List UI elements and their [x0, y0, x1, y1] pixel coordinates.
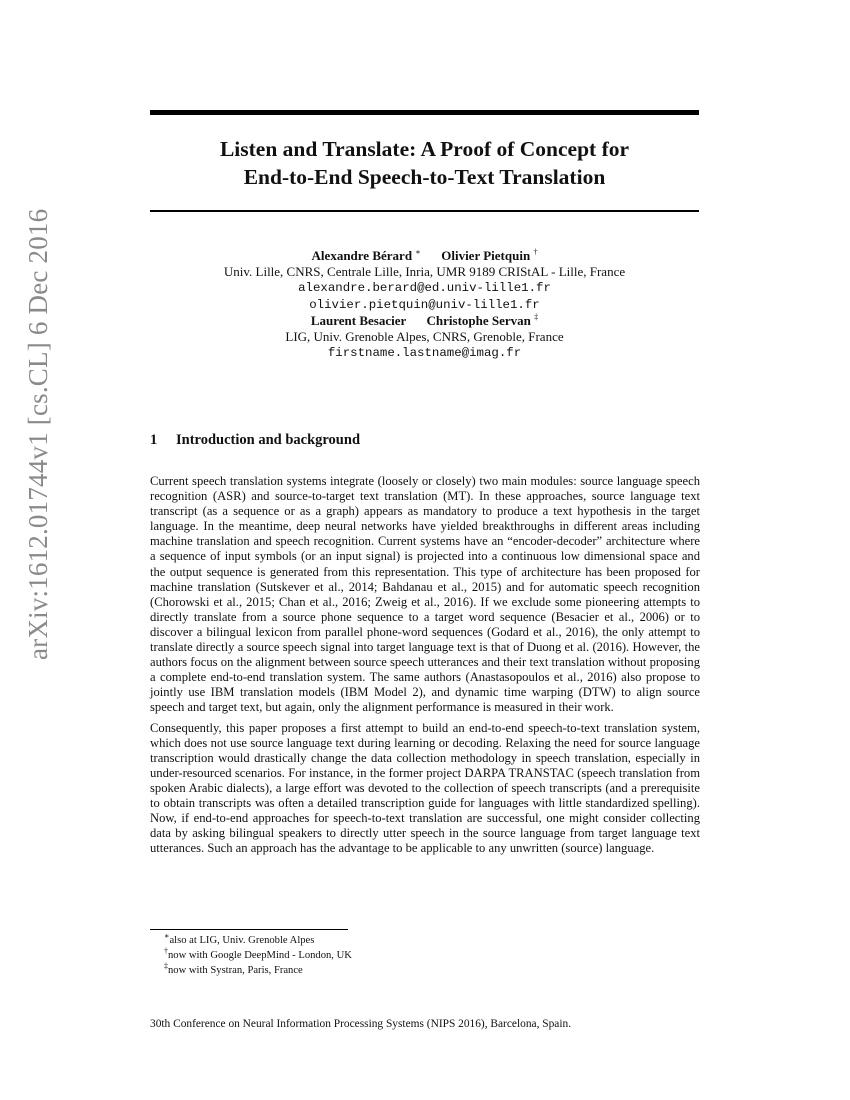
paragraph: Current speech translation systems integrate (loosely or closely) two main modules: source language speech recognition (ASR) and source-to-target text translation (MT). In these approaches, source language text transcript (as a sequence or as a graph) appears as mandatory to produce a text hypothesis in the target language. In the meantime, deep neural networks have yielded breakthroughs in different areas including machine translation and speech recognition. Current systems have an “encoder-decoder” architecture where a sequence of input symbols (or an input signal) is projected into a continuous low dimensional space and the output sequence is generated from this representation. This type of architecture has been proposed for machine translation (Sutskever et al., 2014; Bahdanau et al., 2015) and for automatic speech recognition (Chorowski et al., 2015; Chan et al., 2016; Zweig et al., 2016). If we exclude some pioneering attempts to directly translate from a source phone sequence to a target word sequence (Besacier et al., 2006) or to discover a bilingual lexicon from parallel phone-word sequences (Godard et al., 2016), the only attempt to translate directly a source speech signal into target language text is that of Duong et al. (2016). However, the authors focus on the alignment between source speech utterances and their text translation without proposing a complete end-to-end translation system. The same authors (Anastasopoulos et al., 2016) also propose to jointly use IBM translation models (IBM Model 2), and dynamic time warping (DTW) to align source speech and target text, but again, only the alignment performance is measured in their work.	[150, 474, 700, 715]
footnote	[164, 948, 352, 963]
footnote-mark: †	[164, 946, 168, 956]
footnote	[164, 933, 352, 948]
footnote-mark: ‡	[164, 961, 168, 971]
footnote-mark: ∗	[415, 247, 421, 257]
author-name: Christophe Servan	[426, 312, 531, 328]
title-top-rule	[150, 110, 699, 115]
email-1[interactable]: alexandre.berard@ed.univ-lille1.fr	[298, 281, 551, 296]
author-names-1	[150, 248, 699, 264]
title-line-2: End-to-End Speech-to-Text Translation	[243, 165, 606, 189]
affiliation-2: LIG, Univ. Grenoble Alpes, CNRS, Grenoble, France	[285, 329, 564, 345]
footnote-text: also at LIG, Univ. Grenoble Alpes	[169, 935, 315, 946]
footnote	[164, 963, 352, 978]
paragraph: Consequently, this paper proposes a first attempt to build an end-to-end speech-to-text translation system, which does not use source language text during learning or decoding. Relaxing the need for source language transcription would drastically change the data collection methodology in speech translation, especially in under-resourced scenarios. For instance, in the former project DARPA TRANSTAC (speech translation from spoken Arabic dialects), a large effort was devoted to the collection of speech transcripts (and a prerequisite to obtain transcripts was often a detailed transcription guide for languages with little standardized spelling). Now, if end-to-end approaches for speech-to-text translation are successful, one might consider collecting data by asking bilingual speakers to directly utter speech in the source language from target language text utterances. Such an approach has the advantage to be applicable to any unwritten (source) language.	[150, 720, 700, 856]
footnote-mark: ‡	[534, 312, 539, 322]
email-3[interactable]: firstname.lastname@imag.fr	[327, 346, 522, 361]
paper-title	[150, 135, 699, 191]
venue-line: 30th Conference on Neural Information Processing Systems (NIPS 2016), Barcelona, Spain.	[150, 1018, 572, 1030]
footnote-mark: ∗	[164, 931, 170, 941]
author-name: Olivier Pietquin	[441, 248, 531, 263]
footnote-text: now with Google DeepMind - London, UK	[168, 950, 352, 962]
author-block	[150, 248, 699, 361]
affiliation-1: Univ. Lille, CNRS, Centrale Lille, Inria, UMR 9189 CRIStAL - Lille, France	[223, 264, 626, 280]
footnote-text: now with Systran, Paris, France	[168, 965, 303, 977]
author-names-2	[150, 313, 699, 329]
section-title: Introduction and background	[176, 432, 361, 448]
author-name: Alexandre Bérard	[311, 248, 413, 263]
footnotes	[164, 933, 352, 979]
footnote-mark: †	[533, 247, 538, 257]
body-text	[150, 474, 700, 861]
section-heading	[150, 432, 360, 449]
section-number: 1	[150, 432, 158, 448]
title-line-1: Listen and Translate: A Proof of Concept for	[219, 137, 630, 161]
author-name: Laurent Besacier	[310, 312, 407, 328]
title-bottom-rule	[150, 210, 699, 212]
arxiv-stamp: arXiv:1612.01744v1 [cs.CL] 6 Dec 2016	[23, 208, 53, 660]
email-2[interactable]: olivier.pietquin@univ-lille1.fr	[309, 297, 540, 312]
footnote-rule	[150, 929, 348, 930]
